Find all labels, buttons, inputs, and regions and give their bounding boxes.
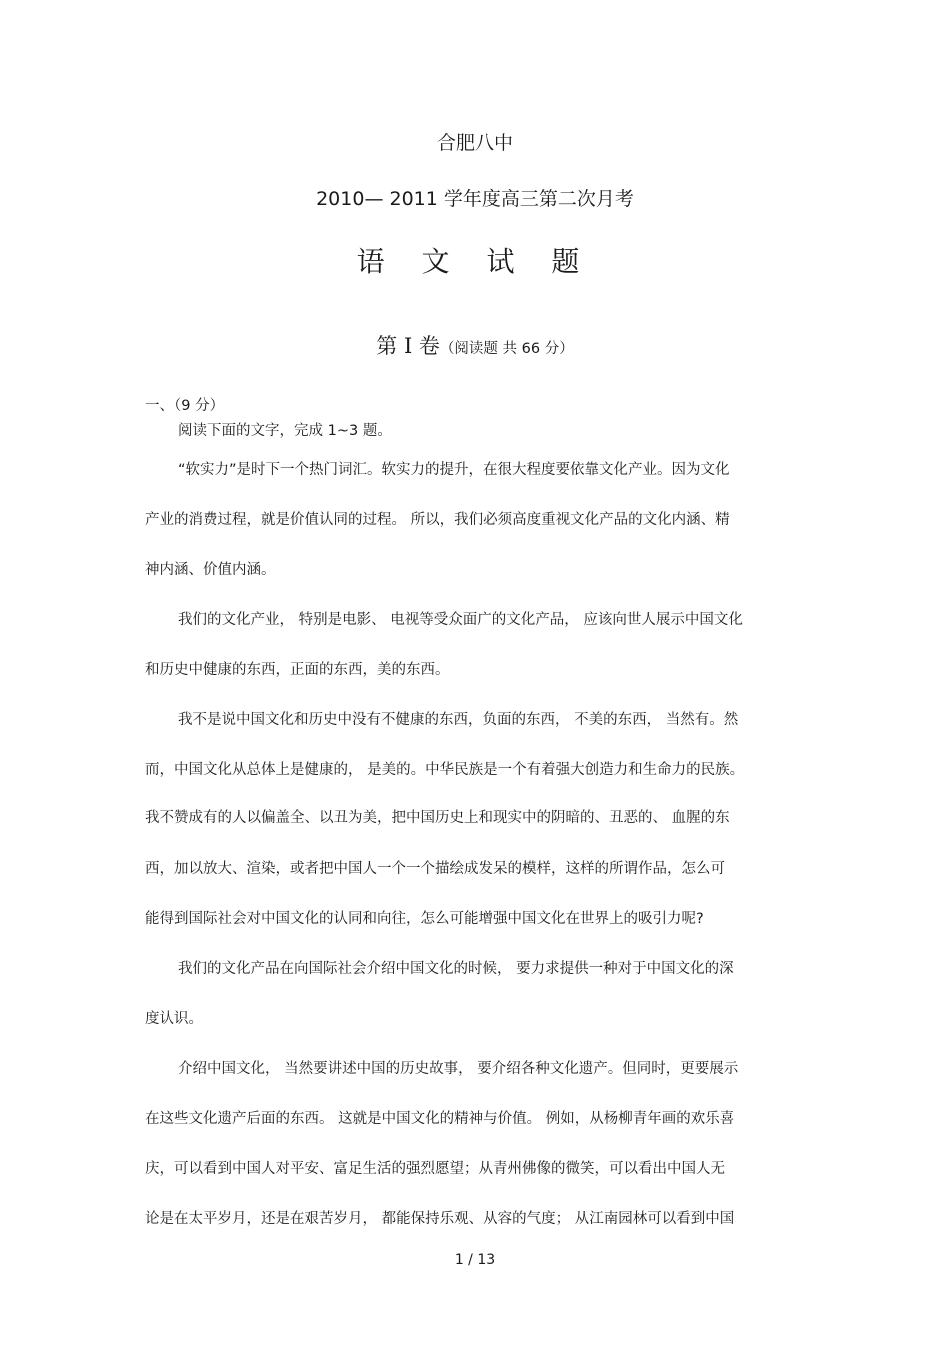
passage-line: 我不是说中国文化和历史中没有不健康的东西，负面的东西， 不美的东西， 当然有。然	[178, 712, 739, 728]
passage-line: 论是在太平岁月，还是在艰苦岁月， 都能保持乐观、从容的气度； 从江南园林可以看到中国	[145, 1211, 735, 1227]
school-name: 合肥八中	[436, 132, 513, 154]
volume-heading	[0, 330, 950, 360]
subject-title: 语 文 试 题	[356, 245, 594, 278]
passage-line: 神内涵、价值内涵。	[145, 562, 276, 578]
passage-line: 在这些文化遗产后面的东西。 这就是中国文化的精神与价值。 例如，从杨柳青年画的欢乐喜	[145, 1111, 735, 1127]
passage-line: 我们的文化产业， 特别是电影、 电视等受众面广的文化产品， 应该向世人展示中国文化	[178, 612, 743, 628]
passage-line: 能得到国际社会对中国文化的认同和向往，怎么可能增强中国文化在世界上的吸引力呢?	[145, 911, 704, 927]
page-number: 1 / 13	[454, 1252, 496, 1268]
passage-line: 产业的消费过程，就是价值认同的过程。 所以，我们必须高度重视文化产品的文化内涵、精	[145, 512, 730, 528]
section-number: 一、（9 分）	[145, 398, 225, 414]
passage-line: 我不赞成有的人以偏盖全、以丑为美，把中国历史上和现实中的阴暗的、丑恶的、 血腥的东	[145, 810, 730, 826]
passage-line: 和历史中健康的东西，正面的东西，美的东西。	[145, 662, 450, 678]
section-instruction: 阅读下面的文字，完成 1~3 题。	[178, 423, 392, 439]
passage-line: “软实力”是时下一个热门词汇。软实力的提升，在很大程度要依靠文化产业。因为文化	[178, 462, 730, 478]
passage-line: 庆，可以看到中国人对平安、富足生活的强烈愿望；从青州佛像的微笑，可以看出中国人无	[145, 1161, 725, 1177]
passage-line: 西，加以放大、渲染，或者把中国人一个一个描绘成发呆的模样，这样的所谓作品，怎么可	[145, 861, 725, 877]
volume-note: （阅读题 共 66 分）	[439, 341, 574, 357]
passage-line: 度认识。	[145, 1011, 203, 1027]
exam-title: 2010— 2011 学年度高三第二次月考	[316, 188, 634, 210]
passage-line: 介绍中国文化， 当然要讲述中国的历史故事， 要介绍各种文化遗产。但同时，更要展示	[178, 1061, 739, 1077]
passage-line: 而，中国文化从总体上是健康的， 是美的。中华民族是一个有着强大创造力和生命力的民族。	[145, 762, 745, 778]
passage-line: 我们的文化产品在向国际社会介绍中国文化的时候， 要力求提供一种对于中国文化的深	[178, 961, 734, 977]
volume-label: 第 I 卷	[376, 334, 440, 358]
